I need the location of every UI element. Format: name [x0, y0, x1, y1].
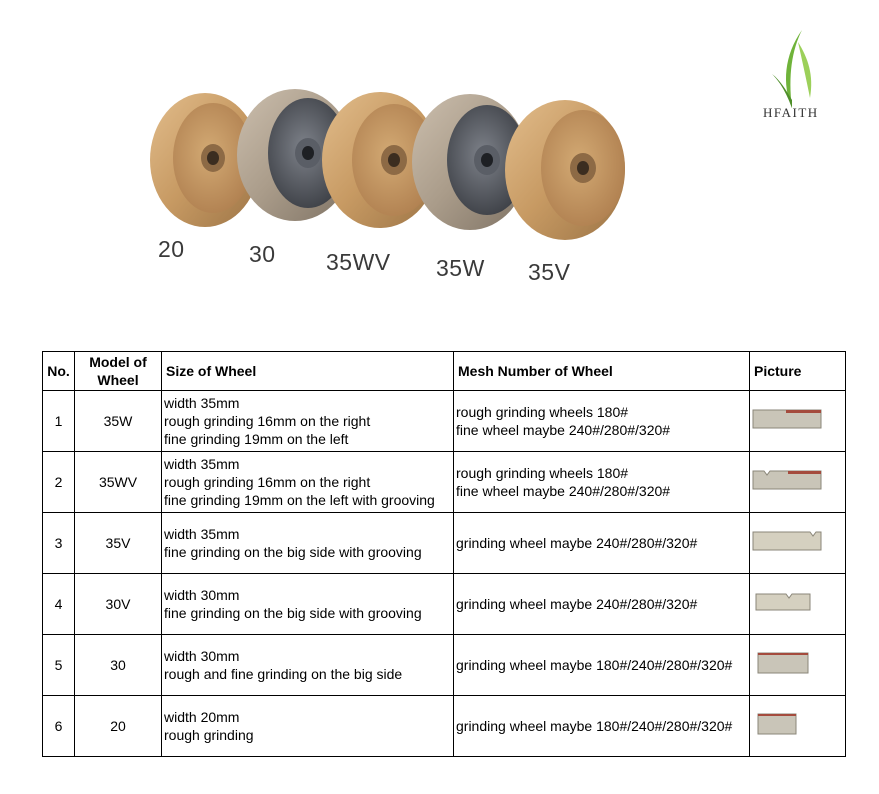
row-size — [162, 391, 454, 452]
table-row — [43, 696, 846, 757]
size-line: rough grinding 16mm on the right — [164, 474, 371, 490]
mesh-line: fine wheel maybe 240#/280#/320# — [456, 483, 671, 499]
row-size — [162, 635, 454, 696]
row-size — [162, 452, 454, 513]
wheel-label-30: 30 — [249, 241, 276, 267]
table-row — [43, 635, 846, 696]
row-picture — [750, 513, 846, 574]
row-number: 5 — [43, 635, 75, 696]
header-no: No. — [43, 352, 75, 391]
mesh-line: grinding wheel maybe 240#/280#/320# — [456, 535, 698, 551]
row-picture — [750, 696, 846, 757]
size-line: rough grinding 16mm on the right — [164, 413, 371, 429]
row-number: 3 — [43, 513, 75, 574]
row-picture — [750, 452, 846, 513]
size-line: width 30mm — [164, 648, 240, 664]
size-line: fine grinding on the big side with grooving — [164, 605, 422, 621]
size-line: fine grinding on the big side with grooving — [164, 544, 422, 560]
wheel-profile-35w-icon — [752, 408, 822, 430]
size-line: rough and fine grinding on the big side — [164, 666, 403, 682]
header-mesh: Mesh Number of Wheel — [454, 352, 750, 391]
row-picture — [750, 635, 846, 696]
size-line: width 35mm — [164, 526, 240, 542]
row-mesh — [454, 696, 750, 757]
wheel-profile-35v-icon — [752, 530, 822, 552]
row-size — [162, 574, 454, 635]
mesh-line: grinding wheel maybe 240#/280#/320# — [456, 596, 698, 612]
mesh-line: grinding wheel maybe 180#/240#/280#/320# — [456, 718, 733, 734]
row-picture — [750, 391, 846, 452]
row-model: 35W — [75, 391, 162, 452]
table-row — [43, 391, 846, 452]
row-size — [162, 513, 454, 574]
wheel-label-20: 20 — [158, 236, 185, 262]
size-line: fine grinding 19mm on the left with grooving — [164, 492, 435, 508]
wheel-profile-20-icon — [752, 713, 822, 735]
row-model: 20 — [75, 696, 162, 757]
wheel-label-35w: 35W — [436, 255, 485, 281]
row-number: 1 — [43, 391, 75, 452]
row-model: 30 — [75, 635, 162, 696]
header-model-line2: Wheel — [97, 372, 139, 388]
row-picture — [750, 574, 846, 635]
product-photo — [0, 0, 879, 300]
wheel-label-35wv: 35WV — [326, 249, 391, 275]
size-line: width 35mm — [164, 456, 240, 472]
size-line: width 35mm — [164, 395, 240, 411]
wheel-profile-35wv-icon — [752, 469, 822, 491]
table-row — [43, 513, 846, 574]
header-size: Size of Wheel — [162, 352, 454, 391]
size-line: fine grinding 19mm on the left — [164, 431, 349, 447]
header-picture: Picture — [750, 352, 846, 391]
table-header-row — [43, 352, 846, 391]
row-mesh — [454, 513, 750, 574]
row-mesh — [454, 574, 750, 635]
row-number: 2 — [43, 452, 75, 513]
row-model: 30V — [75, 574, 162, 635]
wheel-profile-30v-icon — [752, 591, 822, 613]
header-model-line1: Model of — [89, 354, 147, 370]
row-mesh — [454, 635, 750, 696]
size-line: rough grinding — [164, 727, 254, 743]
row-number: 6 — [43, 696, 75, 757]
row-model: 35V — [75, 513, 162, 574]
header-model — [75, 352, 162, 391]
size-line: width 30mm — [164, 587, 240, 603]
table-row — [43, 574, 846, 635]
wheel-spec-table — [42, 351, 846, 757]
mesh-line: fine wheel maybe 240#/280#/320# — [456, 422, 671, 438]
table-row — [43, 452, 846, 513]
brand-logo-text: HFAITH — [763, 105, 819, 120]
mesh-line: rough grinding wheels 180# — [456, 404, 629, 420]
wheel-profile-30-icon — [752, 652, 822, 674]
row-number: 4 — [43, 574, 75, 635]
wheel-label-35v: 35V — [528, 259, 571, 285]
mesh-line: rough grinding wheels 180# — [456, 465, 629, 481]
row-mesh — [454, 452, 750, 513]
row-model: 35WV — [75, 452, 162, 513]
row-mesh — [454, 391, 750, 452]
size-line: width 20mm — [164, 709, 240, 725]
mesh-line: grinding wheel maybe 180#/240#/280#/320# — [456, 657, 733, 673]
wheel-35v-image — [505, 100, 625, 240]
row-size — [162, 696, 454, 757]
